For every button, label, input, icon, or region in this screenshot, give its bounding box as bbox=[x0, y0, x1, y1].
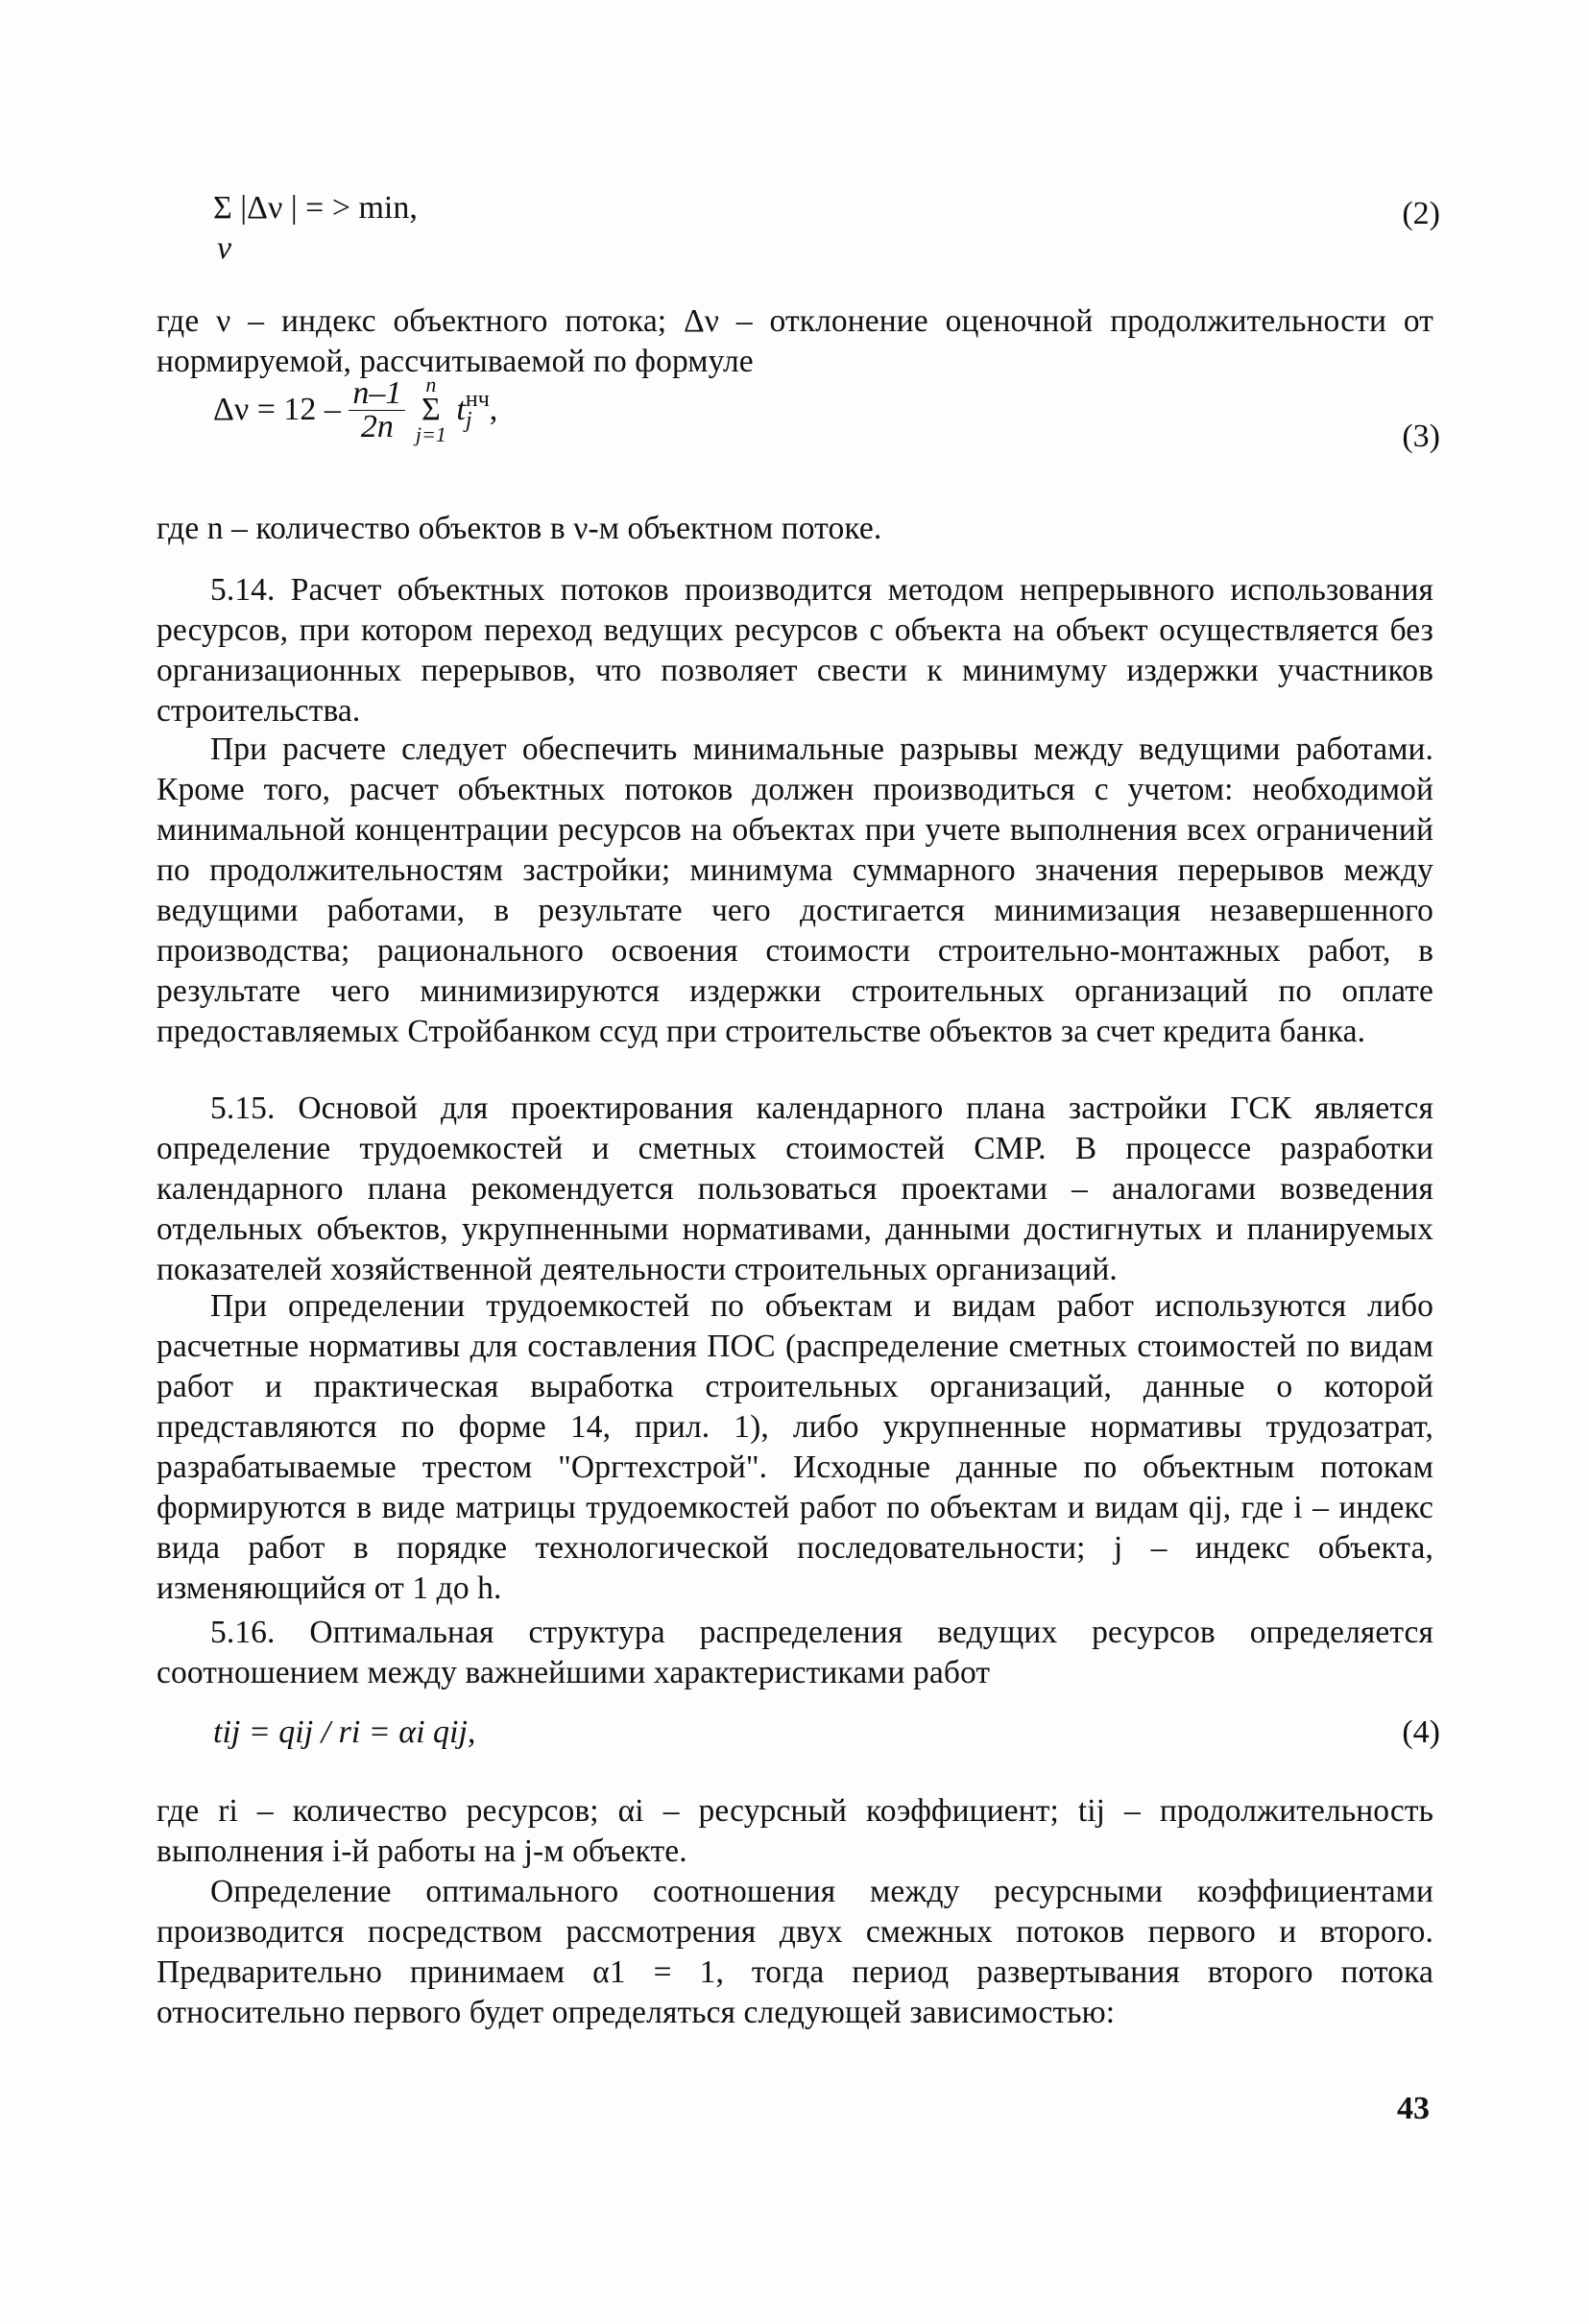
formula-3-fraction: $\frac{n-1}{2n}$ bbox=[349, 377, 405, 443]
formula-3-expression: Δν = 12 – $\frac{n-1}{2n}$ n Σ j=1 t нч j , bbox=[213, 372, 498, 446]
paragraph-5-16-continued: Определение оптимального соотношения между ресурсными коэффициентами производится посредством рассмотрения двух смежных потоков первого и второго. Предварительно принимаем α1 = 1, тогда период развертывания второго потока относительно первого будет определяться следующей зависимостью: bbox=[156, 1874, 1433, 2030]
formula-3-number: (3) bbox=[1402, 419, 1440, 454]
text-definition-n: где n – количество объектов в ν-м объектном потоке. bbox=[156, 511, 882, 546]
paragraph-5-14: 5.14. Расчет объектных потоков производится методом непрерывного использования ресурсов, при котором переход ведущих ресурсов с объекта на объект осуществляется без организационных перерывов, что позволяет свести к минимуму издержки участников строительства. bbox=[156, 572, 1433, 729]
paragraph-5-16: 5.16. Оптимальная структура распределения ведущих ресурсов определяется соотношением между важнейшими характеристиками работ bbox=[156, 1615, 1433, 1690]
formula-2 bbox=[0, 190, 1589, 305]
formula-2-number: (2) bbox=[1402, 196, 1440, 231]
formula-2-subscript: ν bbox=[217, 230, 232, 266]
text-definition-nu: где ν – индекс объектного потока; Δν – отклонение оценочной продолжительности от нормируемой, рассчитываемой по формуле bbox=[156, 303, 1433, 379]
formula-2-expression: Σ |Δν | = > min, bbox=[213, 190, 418, 226]
formula-3 bbox=[0, 365, 1589, 480]
paragraph-5-15: 5.15. Основой для проектирования календарного плана застройки ГСК является определение трудоемкостей и сметных стоимостей СМР. В процессе разработки календарного плана рекомендуется пользоваться проектами – аналогами возведения отдельных объектов, укрупненными нормативами, данными достигнутых и планируемых показателей хозяйственной деятельности строительных организаций. bbox=[156, 1090, 1433, 1287]
page-number: 43 bbox=[1397, 2091, 1430, 2126]
formula-3-sum: n Σ j=1 bbox=[415, 372, 446, 446]
formula-4-expression: tij = qij / ri = αi qij, bbox=[213, 1714, 476, 1750]
paragraph-5-14-continued: При расчете следует обеспечить минимальные разрывы между ведущими работами. Кроме того, расчет объектных потоков должен производиться с учетом: необходимой минимальной концентрации ресурсов на объектах при учете выполнения всех ограничений по продолжительностям застройки; минимума суммарного значения перерывов между ведущими работами, в результате чего достигается минимизация незавершенного производства; рационального освоения стоимости строительно-монтажных работ, в результате чего минимизируются издержки строительных организаций по оплате предоставляемых Стройбанком ссуд при строительстве объектов за счет кредита банка. bbox=[156, 731, 1433, 1049]
paragraph-5-15-continued: При определении трудоемкостей по объектам и видам работ используются либо расчетные нормативы для составления ПОС (распределение сметных стоимостей по видам работ и практическая выработка строительных организаций, данные о которой представляются по форме 14, прил. 1), либо укрупненные нормативы трудозатрат, разрабатываемые трестом "Оргтехстрой". Исходные данные по объектным потокам формируются в виде матрицы трудоемкостей работ по объектам и видам qij, где i – индекс вида работ в порядке технологической последовательности; j – индекс объекта, изменяющийся от 1 до h. bbox=[156, 1288, 1433, 1606]
text-definition-r: где ri – количество ресурсов; αi – ресурсный коэффициент; tij – продолжительность выполнения i-й работы на j-м объекте. bbox=[156, 1793, 1433, 1869]
formula-4-number: (4) bbox=[1402, 1714, 1440, 1750]
